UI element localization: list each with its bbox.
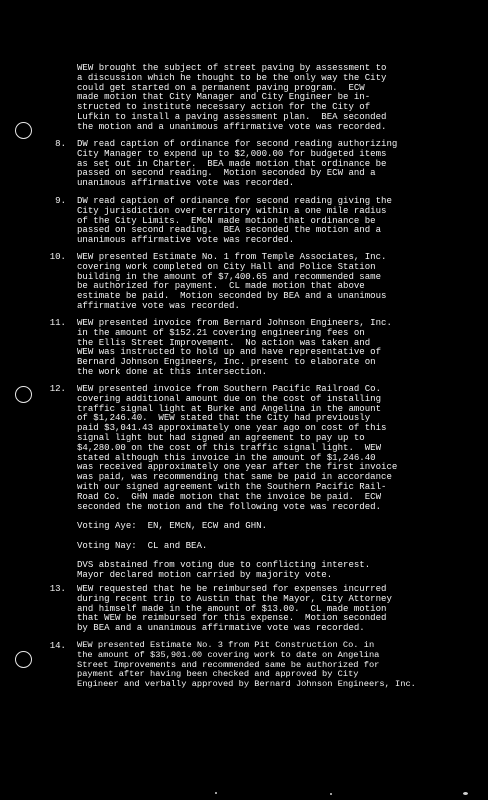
- item-14-text: WEW presented Estimate No. 3 from Pit Construction Co. in the amount of $35,901.00 covering work to date on Angelina Street Improvements and recommended same be authorized for payment after having been checked and approved by City Engineer and verbally approved by Bernard Johnson Engineers, Inc.: [77, 640, 416, 690]
- item-11-text: WEW presented invoice from Bernard Johnson Engineers, Inc. in the amount of $152.21 covering engineering fees on the Ellis Street Improvement. No action was taken and WEW was instructed to hold up and have representative of Bernard Johnson Engineers, Inc. present to elaborate on the work done at this intersection.: [77, 317, 392, 377]
- item-number: 8.: [55, 138, 66, 149]
- item-12-text: WEW presented invoice from Southern Pacific Railroad Co. covering additional amount due on the cost of installing traffic signal light at Burke and Angelina in the amount of $1,246.40. WEW stated that the City had previously paid $3,041.43 approximately one year ago on cost of this signal light but had signed an agreement to pay up to $4,280.00 on the cost of this traffic signal light. WEW stated although this invoice in the amount of $1,246.40 was received approximately one year after the first invoice was paid, was recommending that same be paid in accordance with our signed agreement with the Southern Pacific Rail- Road Co. GHN made motion that the invoice be paid. ECW seconded the motion and the following vote was recorded. Voting Aye: EN, EMcN, ECW and GHN. Voting Nay: CL and BEA. DVS abstained from voting due to conflicting interest. Mayor declared motion carried by majority vote.: [77, 383, 398, 581]
- item-number: 13.: [49, 583, 66, 594]
- item-number: 10.: [49, 251, 66, 262]
- item-number: 14.: [49, 640, 66, 651]
- item-number: 12.: [49, 383, 66, 394]
- punch-hole-icon: [15, 386, 32, 403]
- item-number: 9.: [55, 195, 66, 206]
- item-10-text: WEW presented Estimate No. 1 from Temple Associates, Inc. covering work completed on City Hall and Police Station building in the amount of $7,400.65 and recommended same be authorized for payment. CL made motion that above estimate be paid. Motion seconded by BEA and a unanimous affirmative vote was recorded.: [77, 251, 387, 311]
- item-number: 11.: [49, 317, 66, 328]
- item-9-text: DW read caption of ordinance for second reading giving the City jurisdiction over territory within a one mile radius of the City Limits. EMcN made motion that ordinance be passed on second reading. BEA seconded the motion and a unanimous affirmative vote was recorded.: [77, 195, 392, 246]
- paragraph-street-paving: WEW brought the subject of street paving by assessment to a discussion which he thought to be the only way the City could get started on a permanent paving program. ECW made motion that City Manager and City Engineer be in- structed to institute necessary action for the City of Lufkin to install a paving assessment plan. BEA seconded the motion and a unanimous affirmative vote was recorded.: [77, 62, 387, 132]
- scan-speck: [463, 792, 468, 795]
- punch-hole-icon: [15, 122, 32, 139]
- item-13-text: WEW requested that he be reimbursed for expenses incurred during recent trip to Austin that the Mayor, City Attorney and himself made in the amount of $13.00. CL made motion that WEW be reimbursed for this expense. Motion seconded by BEA and a unanimous affirmative vote was recorded.: [77, 583, 392, 634]
- item-8-text: DW read caption of ordinance for second reading authorizing City Manager to expend up to $2,000.00 for budgeted items as set out in Charter. BEA made motion that ordinance be passed on second reading. Motion seconded by ECW and a unanimous affirmative vote was recorded.: [77, 138, 398, 189]
- scan-speck: [215, 792, 217, 794]
- punch-hole-icon: [15, 651, 32, 668]
- scan-speck: [330, 793, 332, 795]
